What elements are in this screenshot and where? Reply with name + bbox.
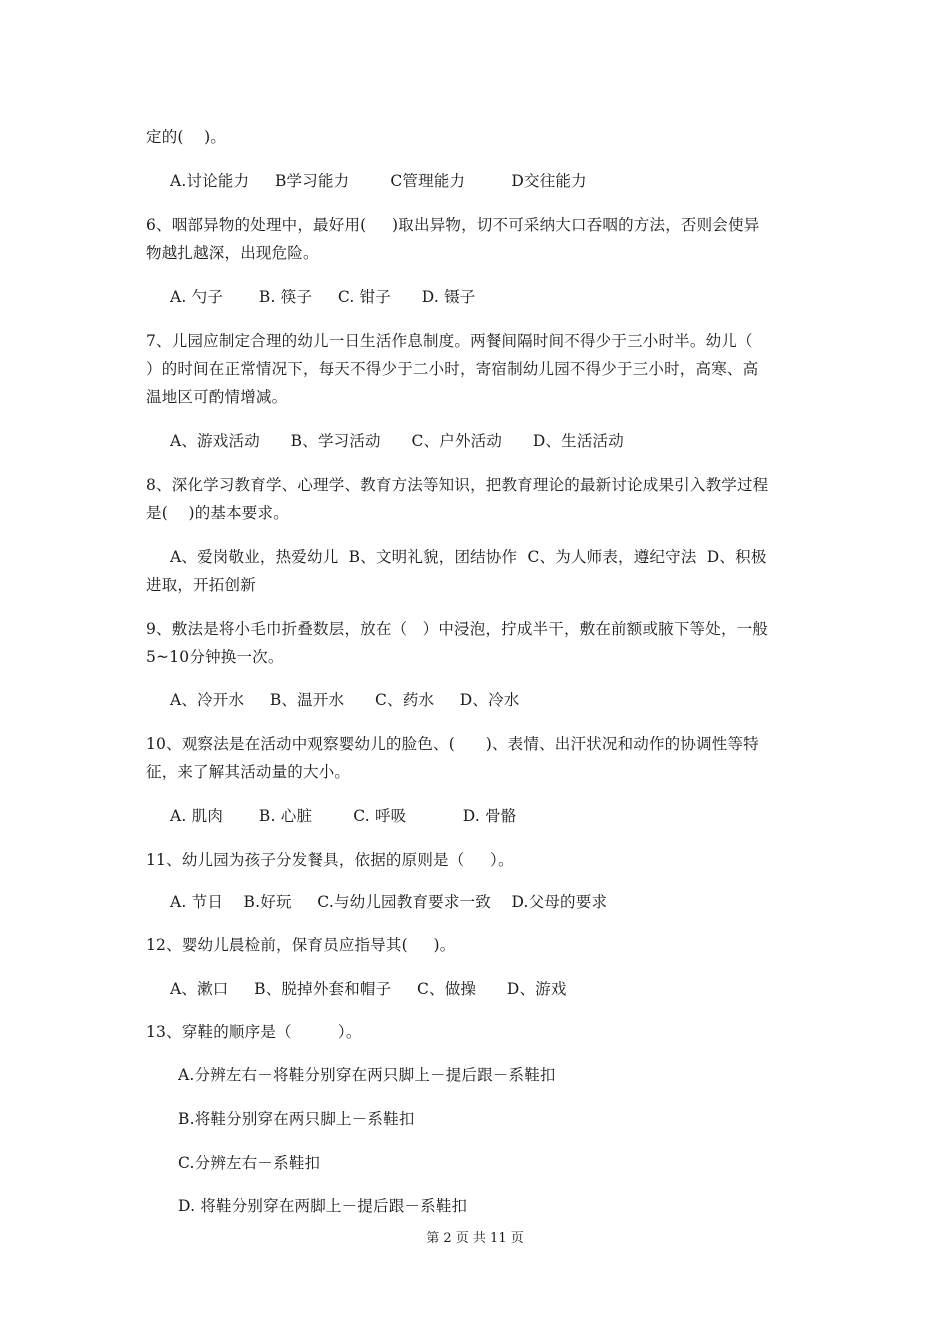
text-line: 进取，开拓创新 (146, 576, 256, 594)
page-footer: 第 2 页 共 11 页 (426, 1231, 524, 1246)
text-line: ）的时间在正常情况下，每天不得少于二小时，寄宿制幼儿园不得少于三小时，高寒、高 (146, 360, 759, 378)
answer-option-b: B.将鞋分别穿在两只脚上－系鞋扣 (178, 1110, 415, 1128)
answer-options: A、漱口 B、脱掉外套和帽子 C、做操 D、游戏 (170, 980, 567, 998)
text-line: 征，来了解其活动量的大小。 (146, 763, 351, 781)
answer-options: A. 节日 B.好玩 C.与幼儿园教育要求一致 D.父母的要求 (170, 893, 608, 911)
answer-options: A.讨论能力 B学习能力 C管理能力 D交往能力 (170, 172, 587, 190)
question-13: 13、穿鞋的顺序是（ ）。 (146, 1023, 362, 1041)
answer-options: A. 肌肉 B. 心脏 C. 呼吸 D. 骨骼 (170, 807, 517, 825)
question-6: 6、咽部异物的处理中，最好用( )取出异物，切不可采纳大口吞咽的方法，否则会使异 (146, 216, 760, 234)
question-7: 7、儿园应制定合理的幼儿一日生活作息制度。两餐间隔时间不得少于三小时半。幼儿（ (146, 332, 753, 350)
text-line: 定的( )。 (146, 128, 227, 146)
answer-option-a: A.分辨左右－将鞋分别穿在两只脚上－提后跟－系鞋扣 (178, 1066, 556, 1084)
text-line: 是( )的基本要求。 (146, 504, 289, 522)
question-9: 9、敷法是将小毛巾折叠数层，放在（ ）中浸泡，拧成半干，敷在前额或腋下等处，一般 (146, 620, 769, 638)
answer-options: A、爱岗敬业，热爱幼儿 B、文明礼貌，团结协作 C、为人师表，遵纪守法 D、积极 (170, 548, 767, 566)
answer-option-d: D. 将鞋分别穿在两脚上－提后跟－系鞋扣 (178, 1197, 468, 1215)
text-line: 5~10分钟换一次。 (146, 648, 284, 666)
text-line: 物越扎越深，出现危险。 (146, 244, 319, 262)
question-10: 10、观察法是在活动中观察婴幼儿的脸色、( )、表情、出汗状况和动作的协调性等特 (146, 735, 759, 753)
answer-option-c: C.分辨左右－系鞋扣 (178, 1154, 321, 1172)
question-8: 8、深化学习教育学、心理学、教育方法等知识，把教育理论的最新讨论成果引入教学过程 (146, 476, 769, 494)
question-11: 11、幼儿园为孩子分发餐具，依据的原则是（ ）。 (146, 851, 514, 869)
answer-options: A. 勺子 B. 筷子 C. 钳子 D. 镊子 (170, 288, 476, 306)
question-12: 12、婴幼儿晨检前，保育员应指导其( )。 (146, 936, 456, 954)
answer-options: A、冷开水 B、温开水 C、药水 D、冷水 (170, 691, 520, 709)
text-line: 温地区可酌情增减。 (146, 388, 288, 406)
answer-options: A、游戏活动 B、学习活动 C、户外活动 D、生活活动 (170, 432, 624, 450)
